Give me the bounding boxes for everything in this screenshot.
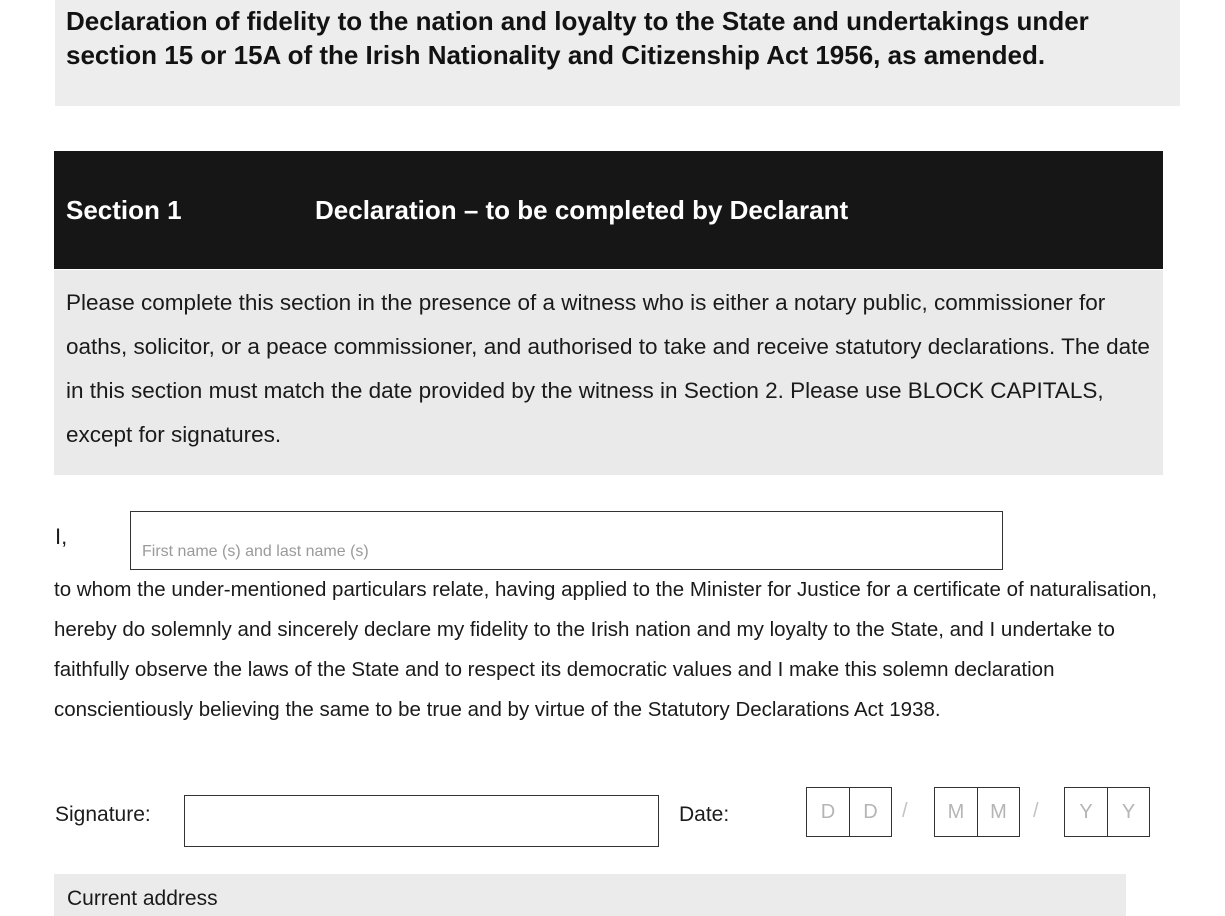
date-day-digit-1[interactable]: D bbox=[820, 800, 836, 823]
date-year-digit-2[interactable]: Y bbox=[1107, 788, 1149, 836]
date-day-group bbox=[806, 787, 892, 837]
instructions-text: Please complete this section in the presence of a witness who is either a notary public, commissioner for oaths, solicitor, or a peace commissioner, and authorised to take and receive statutory declarations. The date in this section must match the date provided by the witness in Section 2. Please use BLOCK CAPITALS, except for signatures. bbox=[66, 290, 1150, 447]
date-label: Date: bbox=[679, 803, 730, 826]
full-name-input[interactable] bbox=[130, 511, 1003, 570]
date-year-digit-1[interactable]: Y bbox=[1079, 800, 1093, 823]
section-title: Declaration – to be completed by Declarant bbox=[315, 195, 849, 225]
document-title: Declaration of fidelity to the nation and loyalty to the State and undertakings under section 15 or 15A of the Irish Nationality and Citizenship Act 1956, as amended. bbox=[66, 6, 1089, 70]
signature-field[interactable] bbox=[184, 795, 659, 847]
signature-label: Signature: bbox=[55, 803, 151, 826]
date-month-group bbox=[934, 787, 1020, 837]
date-month-digit-1[interactable]: M bbox=[947, 800, 965, 823]
date-separator: / bbox=[1033, 800, 1039, 822]
section-number: Section 1 bbox=[66, 195, 182, 225]
date-separator: / bbox=[902, 800, 908, 822]
date-month-digit-2[interactable]: M bbox=[977, 788, 1019, 836]
declaration-text: to whom the under-mentioned particulars relate, having applied to the Minister for Justice for a certificate of naturalisation, hereby do solemnly and sincerely declare my fidelity to the Irish nation and my loyalty to the State, and I undertake to faithfully observe the laws of the State and to respect its democratic values and I make this solemn declaration conscientiously believing the same to be true and by virtue of the Statutory Declarations Act 1938. bbox=[54, 578, 1158, 721]
date-day-digit-2[interactable]: D bbox=[849, 788, 891, 836]
date-year-group bbox=[1064, 787, 1150, 837]
current-address-label: Current address bbox=[67, 887, 218, 910]
name-prefix-label: I, bbox=[55, 524, 68, 549]
